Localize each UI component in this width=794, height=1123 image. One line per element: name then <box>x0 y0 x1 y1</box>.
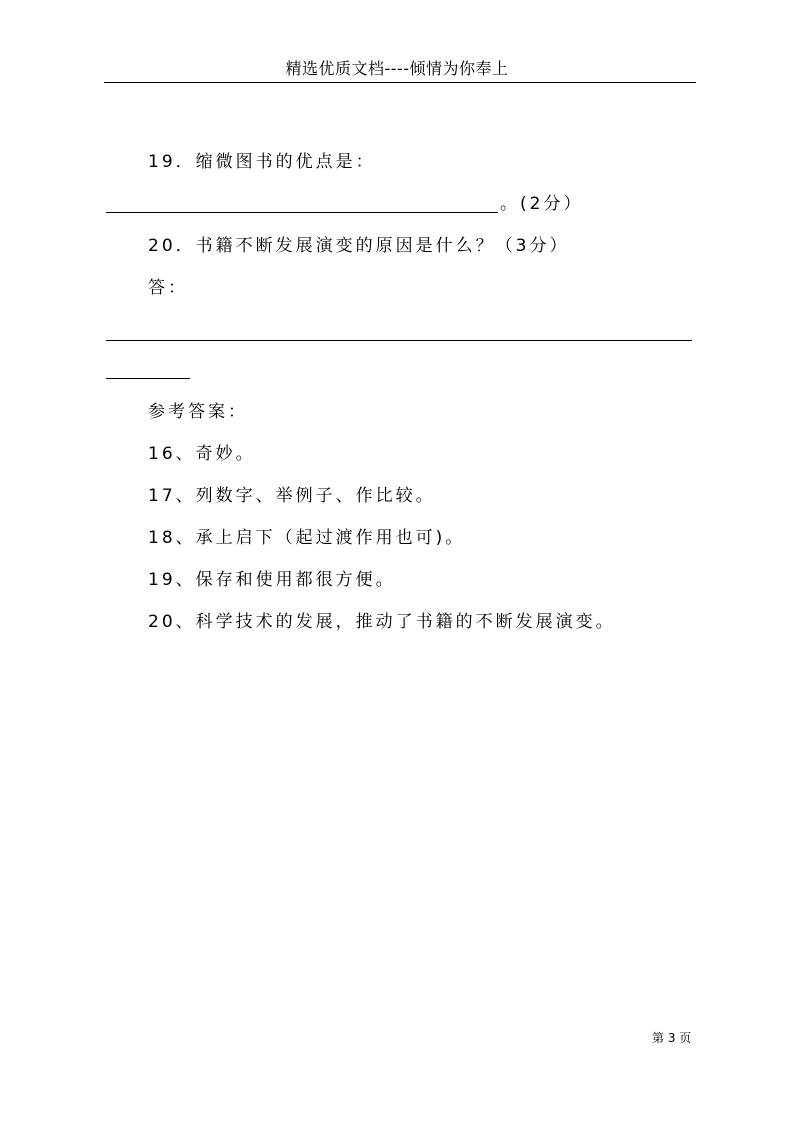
question-19-score: 。(2分） <box>500 194 584 214</box>
question-20-answer-blank-1 <box>106 340 692 341</box>
answer-item-16: 16、奇妙。 <box>148 444 256 464</box>
question-20-answer-label: 答： <box>148 278 188 298</box>
question-20-answer-blank-2 <box>106 378 190 379</box>
answer-item-17: 17、列数字、举例子、作比较。 <box>148 486 436 506</box>
question-19: 19．缩微图书的优点是： <box>148 152 376 172</box>
answer-item-20: 20、科学技术的发展，推动了书籍的不断发展演变。 <box>148 612 616 632</box>
page-number: 第 3 页 <box>652 1031 692 1045</box>
answers-heading: 参考答案： <box>148 402 248 422</box>
question-19-answer-blank <box>106 212 498 213</box>
answer-item-19: 19、保存和使用都很方便。 <box>148 570 396 590</box>
header-divider <box>104 82 696 83</box>
answer-item-18: 18、承上启下（起过渡作用也可)。 <box>148 528 466 548</box>
header-title: 精选优质文档----倾情为你奉上 <box>285 59 509 78</box>
question-20: 20．书籍不断发展演变的原因是什么？（3分） <box>148 236 570 256</box>
